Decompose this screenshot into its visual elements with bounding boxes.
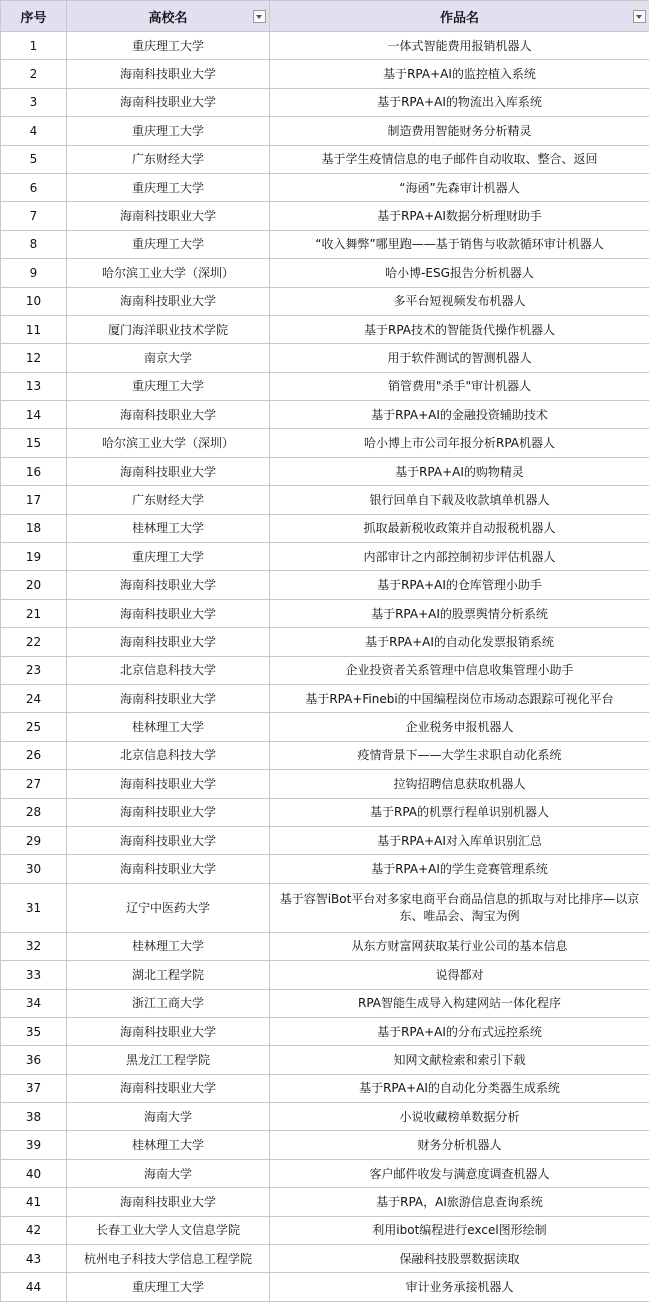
cell-index[interactable]: 33: [1, 961, 67, 989]
cell-work[interactable]: 多平台短视频发布机器人: [270, 287, 649, 315]
cell-index[interactable]: 18: [1, 514, 67, 542]
cell-work[interactable]: 基于RPA+AI的监控植入系统: [270, 60, 649, 88]
cell-school[interactable]: 海南科技职业大学: [67, 401, 270, 429]
cell-school[interactable]: 桂林理工大学: [67, 713, 270, 741]
table-row: [1, 1074, 649, 1102]
cell-school[interactable]: 广东财经大学: [67, 145, 270, 173]
table-row: [1, 684, 649, 712]
cell-work[interactable]: 基于RPA+AI的分布式远控系统: [270, 1017, 649, 1045]
cell-school[interactable]: 海南科技职业大学: [67, 88, 270, 116]
cell-school[interactable]: 海南科技职业大学: [67, 571, 270, 599]
table-row: [1, 259, 649, 287]
table-row: [1, 486, 649, 514]
cell-work[interactable]: 基于RPA+AI的购物精灵: [270, 457, 649, 485]
cell-school[interactable]: 哈尔滨工业大学（深圳）: [67, 259, 270, 287]
table-row: [1, 961, 649, 989]
table-row: [1, 372, 649, 400]
cell-school[interactable]: 重庆理工大学: [67, 543, 270, 571]
header-school: [67, 1, 270, 32]
table-row: [1, 770, 649, 798]
cell-school[interactable]: 海南科技职业大学: [67, 1074, 270, 1102]
cell-school[interactable]: 湖北工程学院: [67, 961, 270, 989]
table-body: [1, 32, 649, 1302]
cell-school[interactable]: 北京信息科技大学: [67, 741, 270, 769]
cell-work[interactable]: 疫情背景下——大学生求职自动化系统: [270, 741, 649, 769]
cell-index[interactable]: 25: [1, 713, 67, 741]
table-row: [1, 571, 649, 599]
cell-school[interactable]: 广东财经大学: [67, 486, 270, 514]
cell-school[interactable]: 海南科技职业大学: [67, 770, 270, 798]
cell-index[interactable]: 39: [1, 1131, 67, 1159]
table-row: [1, 230, 649, 258]
cell-index[interactable]: 6: [1, 173, 67, 201]
cell-school[interactable]: 海南科技职业大学: [67, 60, 270, 88]
cell-work[interactable]: 银行回单自下载及收款填单机器人: [270, 486, 649, 514]
cell-index[interactable]: 27: [1, 770, 67, 798]
table-row: [1, 1245, 649, 1273]
cell-index[interactable]: 1: [1, 32, 67, 60]
header-work-label: 作品名: [439, 10, 479, 26]
cell-work[interactable]: 从东方财富网获取某行业公司的基本信息: [270, 932, 649, 960]
cell-index[interactable]: 17: [1, 486, 67, 514]
cell-work[interactable]: “收入舞弊”哪里跑——基于销售与收款循环审计机器人: [270, 230, 649, 258]
table-row: [1, 315, 649, 343]
cell-work[interactable]: 财务分析机器人: [270, 1131, 649, 1159]
filter-dropdown-icon[interactable]: [253, 10, 266, 23]
cell-index[interactable]: 20: [1, 571, 67, 599]
cell-school[interactable]: 海南科技职业大学: [67, 202, 270, 230]
table-row: [1, 883, 649, 932]
cell-school[interactable]: 海南科技职业大学: [67, 798, 270, 826]
cell-work[interactable]: 基于RPA+AI数据分析理财助手: [270, 202, 649, 230]
cell-index[interactable]: 2: [1, 60, 67, 88]
cell-school[interactable]: 海南科技职业大学: [67, 1188, 270, 1216]
table-row: [1, 457, 649, 485]
table-row: [1, 173, 649, 201]
table-row: [1, 429, 649, 457]
header-row: [1, 1, 649, 32]
table-row: [1, 1216, 649, 1244]
cell-work[interactable]: 基于RPA的机票行程单识别机器人: [270, 798, 649, 826]
table-row: [1, 628, 649, 656]
cell-school[interactable]: 海南科技职业大学: [67, 684, 270, 712]
table-row: [1, 741, 649, 769]
cell-school[interactable]: 重庆理工大学: [67, 32, 270, 60]
header-school-label: 高校名: [148, 10, 188, 26]
cell-school[interactable]: 长春工业大学人文信息学院: [67, 1216, 270, 1244]
table-row: [1, 599, 649, 627]
cell-work[interactable]: 哈小博-ESG报告分析机器人: [270, 259, 649, 287]
table-row: [1, 798, 649, 826]
table-row: [1, 32, 649, 60]
cell-school[interactable]: 南京大学: [67, 344, 270, 372]
cell-index[interactable]: 40: [1, 1159, 67, 1187]
cell-index[interactable]: 28: [1, 798, 67, 826]
cell-work[interactable]: 基于RPA+AI的自动化分类器生成系统: [270, 1074, 649, 1102]
cell-work[interactable]: 内部审计之内部控制初步评估机器人: [270, 543, 649, 571]
cell-school[interactable]: 海南科技职业大学: [67, 1017, 270, 1045]
table-row: [1, 401, 649, 429]
cell-index[interactable]: 16: [1, 457, 67, 485]
cell-index[interactable]: 35: [1, 1017, 67, 1045]
cell-index[interactable]: 10: [1, 287, 67, 315]
cell-index[interactable]: 8: [1, 230, 67, 258]
cell-work[interactable]: 客户邮件收发与满意度调查机器人: [270, 1159, 649, 1187]
cell-work[interactable]: 基于容智iBot平台对多家电商平台商品信息的抓取与对比排序—以京东、唯品会、淘宝为例: [270, 883, 649, 932]
table-row: [1, 117, 649, 145]
cell-work[interactable]: 基于RPA+AI的股票舆情分析系统: [270, 599, 649, 627]
cell-work[interactable]: 用于软件测试的智测机器人: [270, 344, 649, 372]
cell-index[interactable]: 15: [1, 429, 67, 457]
cell-work[interactable]: 基于RPA技术的智能货代操作机器人: [270, 315, 649, 343]
table-row: [1, 1017, 649, 1045]
cell-work[interactable]: 基于RPA，AI旅游信息查询系统: [270, 1188, 649, 1216]
cell-index[interactable]: 12: [1, 344, 67, 372]
filter-dropdown-icon[interactable]: [633, 10, 646, 23]
cell-work[interactable]: 基于RPA+AI的仓库管理小助手: [270, 571, 649, 599]
cell-school[interactable]: 海南科技职业大学: [67, 599, 270, 627]
cell-school[interactable]: 桂林理工大学: [67, 1131, 270, 1159]
cell-work[interactable]: 基于学生疫情信息的电子邮件自动收取、整合、返回: [270, 145, 649, 173]
table-row: [1, 60, 649, 88]
cell-index[interactable]: 14: [1, 401, 67, 429]
cell-school[interactable]: 海南科技职业大学: [67, 628, 270, 656]
table-row: [1, 989, 649, 1017]
cell-index[interactable]: 42: [1, 1216, 67, 1244]
cell-index[interactable]: 24: [1, 684, 67, 712]
table-row: [1, 543, 649, 571]
cell-school[interactable]: 黑龙江工程学院: [67, 1046, 270, 1074]
cell-index[interactable]: 32: [1, 932, 67, 960]
table-row: [1, 202, 649, 230]
table-row: [1, 287, 649, 315]
cell-school[interactable]: 桂林理工大学: [67, 514, 270, 542]
cell-school[interactable]: 海南科技职业大学: [67, 826, 270, 854]
cell-school[interactable]: 杭州电子科技大学信息工程学院: [67, 1245, 270, 1273]
table-row: [1, 713, 649, 741]
table-row: [1, 514, 649, 542]
table-row: [1, 145, 649, 173]
cell-school[interactable]: 海南科技职业大学: [67, 457, 270, 485]
cell-index[interactable]: 37: [1, 1074, 67, 1102]
cell-index[interactable]: 21: [1, 599, 67, 627]
cell-work[interactable]: 制造费用智能财务分析精灵: [270, 117, 649, 145]
cell-school[interactable]: 重庆理工大学: [67, 1273, 270, 1301]
cell-index[interactable]: 41: [1, 1188, 67, 1216]
table-row: [1, 932, 649, 960]
table-row: [1, 1273, 649, 1301]
cell-index[interactable]: 4: [1, 117, 67, 145]
cell-work[interactable]: 利用ibot编程进行excel图形绘制: [270, 1216, 649, 1244]
cell-index[interactable]: 9: [1, 259, 67, 287]
cell-index[interactable]: 19: [1, 543, 67, 571]
cell-index[interactable]: 36: [1, 1046, 67, 1074]
cell-work[interactable]: 基于RPA+AI的自动化发票报销系统: [270, 628, 649, 656]
cell-work[interactable]: 哈小博上市公司年报分析RPA机器人: [270, 429, 649, 457]
cell-work[interactable]: 基于RPA+AI对入库单识别汇总: [270, 826, 649, 854]
table-row: [1, 1103, 649, 1131]
cell-index[interactable]: 11: [1, 315, 67, 343]
cell-index[interactable]: 5: [1, 145, 67, 173]
cell-school[interactable]: 哈尔滨工业大学（深圳）: [67, 429, 270, 457]
cell-school[interactable]: 海南大学: [67, 1103, 270, 1131]
table-row: [1, 656, 649, 684]
cell-work[interactable]: “海函”先森审计机器人: [270, 173, 649, 201]
cell-work[interactable]: 审计业务承接机器人: [270, 1273, 649, 1301]
cell-school[interactable]: 重庆理工大学: [67, 117, 270, 145]
cell-work[interactable]: 保融科技股票数据读取: [270, 1245, 649, 1273]
cell-work[interactable]: 基于RPA+AI的学生竞赛管理系统: [270, 855, 649, 883]
cell-work[interactable]: 基于RPA+AI的金融投资辅助技术: [270, 401, 649, 429]
table-row: [1, 1046, 649, 1074]
cell-work[interactable]: 拉钩招聘信息获取机器人: [270, 770, 649, 798]
cell-school[interactable]: 厦门海洋职业技术学院: [67, 315, 270, 343]
table-row: [1, 1159, 649, 1187]
header-work: [270, 1, 649, 32]
cell-index[interactable]: 22: [1, 628, 67, 656]
cell-index[interactable]: 38: [1, 1103, 67, 1131]
header-index: 序号: [1, 1, 67, 32]
table-row: [1, 1131, 649, 1159]
cell-index[interactable]: 34: [1, 989, 67, 1017]
cell-index[interactable]: 7: [1, 202, 67, 230]
cell-index[interactable]: 23: [1, 656, 67, 684]
cell-work[interactable]: 企业投资者关系管理中信息收集管理小助手: [270, 656, 649, 684]
cell-index[interactable]: 3: [1, 88, 67, 116]
cell-work[interactable]: 说得都对: [270, 961, 649, 989]
cell-school[interactable]: 桂林理工大学: [67, 932, 270, 960]
cell-school[interactable]: 海南科技职业大学: [67, 855, 270, 883]
cell-school[interactable]: 重庆理工大学: [67, 173, 270, 201]
cell-work[interactable]: 一体式智能费用报销机器人: [270, 32, 649, 60]
cell-school[interactable]: 海南科技职业大学: [67, 287, 270, 315]
cell-work[interactable]: 基于RPA+Finebi的中国编程岗位市场动态跟踪可视化平台: [270, 684, 649, 712]
table-row: [1, 1188, 649, 1216]
cell-school[interactable]: 浙江工商大学: [67, 989, 270, 1017]
cell-work[interactable]: 小说收藏榜单数据分析: [270, 1103, 649, 1131]
cell-index[interactable]: 13: [1, 372, 67, 400]
cell-school[interactable]: 北京信息科技大学: [67, 656, 270, 684]
cell-index[interactable]: 26: [1, 741, 67, 769]
cell-index[interactable]: 43: [1, 1245, 67, 1273]
cell-index[interactable]: 30: [1, 855, 67, 883]
table-row: [1, 826, 649, 854]
cell-school[interactable]: 重庆理工大学: [67, 230, 270, 258]
cell-school[interactable]: 重庆理工大学: [67, 372, 270, 400]
cell-work[interactable]: 企业税务申报机器人: [270, 713, 649, 741]
table-row: [1, 855, 649, 883]
cell-work[interactable]: 销管费用"杀手"审计机器人: [270, 372, 649, 400]
cell-work[interactable]: 知网文献检索和索引下载: [270, 1046, 649, 1074]
cell-school[interactable]: 海南大学: [67, 1159, 270, 1187]
cell-index[interactable]: 31: [1, 883, 67, 932]
cell-work[interactable]: 抓取最新税收政策并自动报税机器人: [270, 514, 649, 542]
cell-index[interactable]: 44: [1, 1273, 67, 1301]
table-row: [1, 88, 649, 116]
cell-school[interactable]: 辽宁中医药大学: [67, 883, 270, 932]
cell-index[interactable]: 29: [1, 826, 67, 854]
table-row: [1, 344, 649, 372]
cell-work[interactable]: 基于RPA+AI的物流出入库系统: [270, 88, 649, 116]
cell-work[interactable]: RPA智能生成导入构建网站一体化程序: [270, 989, 649, 1017]
